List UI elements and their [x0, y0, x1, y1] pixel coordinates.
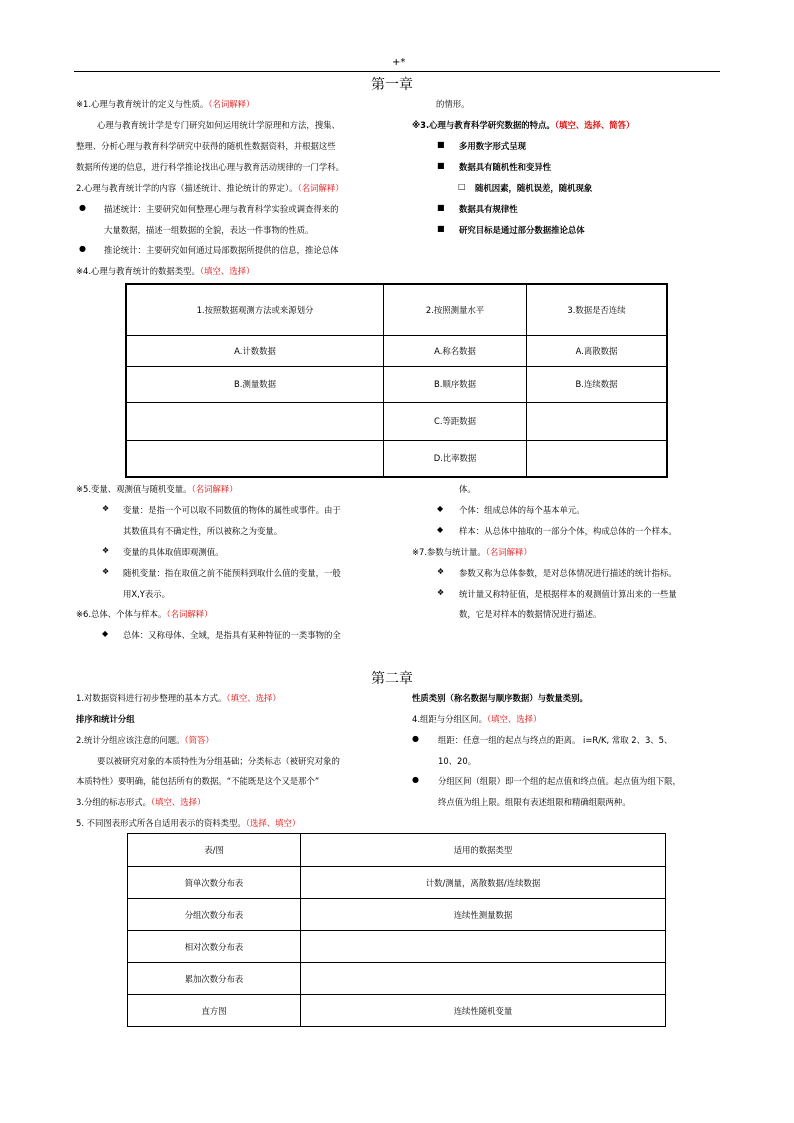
q6-continuation: 体。 — [459, 484, 476, 494]
question-tag: （名词解释） — [297, 183, 344, 193]
question-text: 心理与教育统计的数据类型。 — [91, 266, 200, 276]
q1-body-line: 数据所传递的信息，进行科学推论找出心理与教育活动规律的一门学科。 — [76, 162, 344, 172]
question-prefix: ※6. — [76, 609, 92, 619]
bullet-diamond-icon: ❖ — [437, 567, 445, 576]
bullet-solid-diamond-icon: ◆ — [437, 525, 444, 534]
q3-item: 多用数字形式呈现 — [459, 141, 526, 151]
bullet-square-icon: ■ — [437, 203, 445, 212]
question-2-3 — [76, 796, 205, 808]
table-row — [128, 931, 666, 963]
table-row — [126, 440, 667, 477]
question-6 — [76, 608, 212, 620]
table-cell — [527, 440, 668, 477]
table-cell: B.顺序数据 — [384, 366, 527, 402]
question-tag: （名词解释） — [485, 547, 532, 557]
q2-item-line: 大量数据，描述一组数据的全貌，表达一件事物的性质。 — [104, 225, 314, 235]
chapter-1-title: 第一章 — [371, 77, 413, 93]
q2-4-item-line: 分组区间（组限）即一个组的起点值和终点值。起点值为组下限， — [438, 776, 681, 786]
q2-2-body-line: 本质特性）要明确，能包括所有的数据。“不能既是这个又是那个” — [76, 776, 320, 786]
table-cell: 计数/测量，离散数据/连续数据 — [301, 867, 666, 899]
q2-4-item-line: 组距：任意一组的起点与终点的距离。 i=R/K, 常取 2、3、5、 — [438, 735, 673, 745]
question-text: 不同图表形式所各自适用表示的资料类型。 — [84, 818, 246, 828]
q3-item: 随机因素，随机误差，随机现象 — [475, 183, 593, 193]
q2-2-body-line: 要以被研究对象的本质特性为分组基础；分类标志（被研究对象的 — [97, 756, 340, 766]
table-header-cell: 3.数据是否连续 — [527, 284, 668, 335]
table-row — [128, 899, 666, 931]
chart-types-table — [127, 833, 666, 1027]
bullet-dot-icon: ● — [412, 734, 419, 743]
question-5 — [76, 483, 238, 495]
table-cell: A.离散数据 — [527, 335, 668, 366]
question-tag: （选择、填空） — [245, 818, 301, 828]
question-prefix: ※3. — [412, 120, 430, 130]
q2-1-answer: 排序和统计分组 — [76, 714, 135, 724]
question-text: 统计分组应该注意的问题。 — [84, 735, 185, 745]
question-1 — [76, 98, 254, 110]
bullet-solid-diamond-icon: ◆ — [437, 504, 444, 513]
table-cell: A.称名数据 — [384, 335, 527, 366]
bullet-dot-icon: ● — [412, 775, 419, 784]
q2-4-item-line: 终点值为组上限。组限有表述组限和精确组限两种。 — [438, 797, 631, 807]
table-cell: D.比率数据 — [384, 440, 527, 477]
question-prefix: ※7. — [412, 547, 428, 557]
bullet-diamond-icon: ❖ — [437, 588, 445, 597]
question-text: 变量、观测值与随机变量。 — [91, 484, 192, 494]
q2-continuation: 的情形。 — [436, 99, 470, 109]
header-rule — [74, 71, 720, 72]
table-header-cell: 表/图 — [128, 834, 301, 867]
q5-item-line: 用X,Y表示。 — [123, 589, 171, 599]
question-tag: （名词解释） — [166, 609, 213, 619]
table-row — [128, 867, 666, 899]
bullet-hollow-square-icon: □ — [458, 182, 466, 191]
bullet-diamond-icon: ❖ — [102, 567, 110, 576]
question-2-1 — [76, 692, 281, 704]
question-text: 组距与分组区间。 — [420, 714, 487, 724]
table-header-cell: 2.按照测量水平 — [384, 284, 527, 335]
bullet-dot-icon: ● — [79, 203, 86, 212]
table-row — [128, 995, 666, 1027]
bullet-diamond-icon: ❖ — [102, 546, 110, 555]
question-2-5 — [76, 817, 300, 829]
table-cell: C.等距数据 — [384, 402, 527, 440]
question-prefix: 3. — [76, 797, 84, 807]
table-cell: 连续性随机变量 — [301, 995, 666, 1027]
question-prefix: 1. — [76, 693, 84, 703]
table-cell — [301, 931, 666, 963]
question-prefix: 2. — [76, 735, 84, 745]
table-cell: 相对次数分布表 — [128, 931, 301, 963]
bullet-diamond-icon: ❖ — [102, 504, 110, 513]
question-text: 分组的标志形式。 — [84, 797, 151, 807]
table-cell — [301, 963, 666, 995]
question-prefix: ※1. — [76, 99, 92, 109]
table-cell — [126, 402, 384, 440]
table-header-cell: 适用的数据类型 — [301, 834, 666, 867]
question-7 — [412, 546, 532, 558]
question-tag: （填空、选择） — [487, 714, 542, 724]
q6-item: 个体：组成总体的每个基本单元。 — [459, 505, 585, 515]
question-text: 心理与教育统计学的内容（描述统计、推论统计的界定）。 — [84, 183, 298, 193]
table-cell: 累加次数分布表 — [128, 963, 301, 995]
table-cell — [527, 402, 668, 440]
table-cell: A.计数数据 — [126, 335, 384, 366]
q6-item: 样本：从总体中抽取的一部分个体，构成总体的一个样本。 — [459, 526, 677, 536]
table-cell: 直方图 — [128, 995, 301, 1027]
header-mark: +* — [392, 57, 406, 68]
data-types-table — [125, 283, 668, 478]
question-text: 心理与教育统计的定义与性质。 — [91, 99, 209, 109]
question-tag: （填空、选择、简答） — [554, 120, 635, 130]
question-prefix: 5. — [76, 818, 84, 828]
question-3 — [412, 119, 634, 131]
question-text: 参数与统计量。 — [427, 547, 486, 557]
question-tag: （填空、选择） — [199, 266, 255, 276]
table-header-row — [128, 834, 666, 867]
q2-3-answer: 性质类别（称名数据与顺序数据）与数量类别。 — [412, 693, 588, 703]
q5-item-line: 随机变量：指在取值之前不能预料到取什么值的变量，一般 — [123, 568, 341, 578]
bullet-square-icon: ■ — [437, 140, 445, 149]
question-prefix: 2. — [76, 183, 84, 193]
question-prefix: ※4. — [76, 266, 92, 276]
bullet-dot-icon: ● — [79, 244, 86, 253]
q2-item-line: 推论统计：主要研究如何通过局部数据所提供的信息，推论总体 — [104, 245, 339, 255]
table-row — [126, 335, 667, 366]
table-row — [126, 366, 667, 402]
question-tag: （名词解释） — [191, 484, 238, 494]
question-tag: （填空、选择） — [151, 797, 206, 807]
q3-item: 数据具有规律性 — [459, 204, 518, 214]
q1-body-line: 整理、分析心理与教育科学研究中获得的随机性数据资料，并根据这些 — [76, 141, 336, 151]
question-4 — [76, 265, 254, 277]
question-2-4 — [412, 713, 541, 725]
question-tag: （名词解释） — [208, 99, 255, 109]
q2-item-line: 描述统计：主要研究如何整理心理与教育科学实验或调查得来的 — [104, 204, 339, 214]
table-cell: B.连续数据 — [527, 366, 668, 402]
question-tag: （填空、选择） — [226, 693, 281, 703]
q2-4-item-line: 10、20。 — [438, 756, 477, 766]
q5-item-line: 变量：是指一个可以取不同数值的物体的属性或事件。由于 — [123, 505, 341, 515]
q5-item-line: 变量的具体取值即观测值。 — [123, 547, 224, 557]
q1-body-line: 心理与教育统计学是专门研究如何运用统计学原理和方法，搜集、 — [97, 120, 340, 130]
table-cell: B.测量数据 — [126, 366, 384, 402]
q7-item-line: 统计量又称特征值，是根据样本的观测值计算出来的一些量 — [459, 589, 677, 599]
table-cell: 连续性测量数据 — [301, 899, 666, 931]
q6-item-line: 总体：又称母体、全域，是指具有某种特征的一类事物的全 — [123, 630, 341, 640]
question-text: 总体、个体与样本。 — [91, 609, 167, 619]
question-text: 心理与教育科学研究数据的特点。 — [429, 120, 555, 130]
q3-item: 数据具有随机性和变异性 — [459, 162, 552, 172]
q7-item-line: 数，它是对样本的数据情况进行描述。 — [459, 609, 602, 619]
question-prefix: ※5. — [76, 484, 92, 494]
q3-item: 研究目标是通过部分数据推论总体 — [459, 225, 585, 235]
bullet-solid-diamond-icon: ◆ — [102, 629, 109, 638]
question-text: 对数据资料进行初步整理的基本方式。 — [84, 693, 227, 703]
question-2-2 — [76, 734, 214, 746]
question-prefix: 4. — [412, 714, 420, 724]
table-header-row — [126, 284, 667, 335]
bullet-square-icon: ■ — [437, 224, 445, 233]
bullet-square-icon: ■ — [437, 161, 445, 170]
table-row — [126, 402, 667, 440]
question-2 — [76, 182, 344, 194]
q7-item-line: 参数又称为总体参数，是对总体情况进行描述的统计指标。 — [459, 568, 677, 578]
q5-item-line: 其数值具有不确定性，所以被称之为变量。 — [123, 526, 283, 536]
table-header-cell: 1.按照数据观测方法或来源划分 — [126, 284, 384, 335]
table-cell — [126, 440, 384, 477]
chapter-2-title: 第二章 — [371, 671, 413, 687]
table-cell: 分组次数分布表 — [128, 899, 301, 931]
table-cell: 简单次数分布表 — [128, 867, 301, 899]
table-row — [128, 963, 666, 995]
question-tag: （简答） — [184, 735, 214, 745]
